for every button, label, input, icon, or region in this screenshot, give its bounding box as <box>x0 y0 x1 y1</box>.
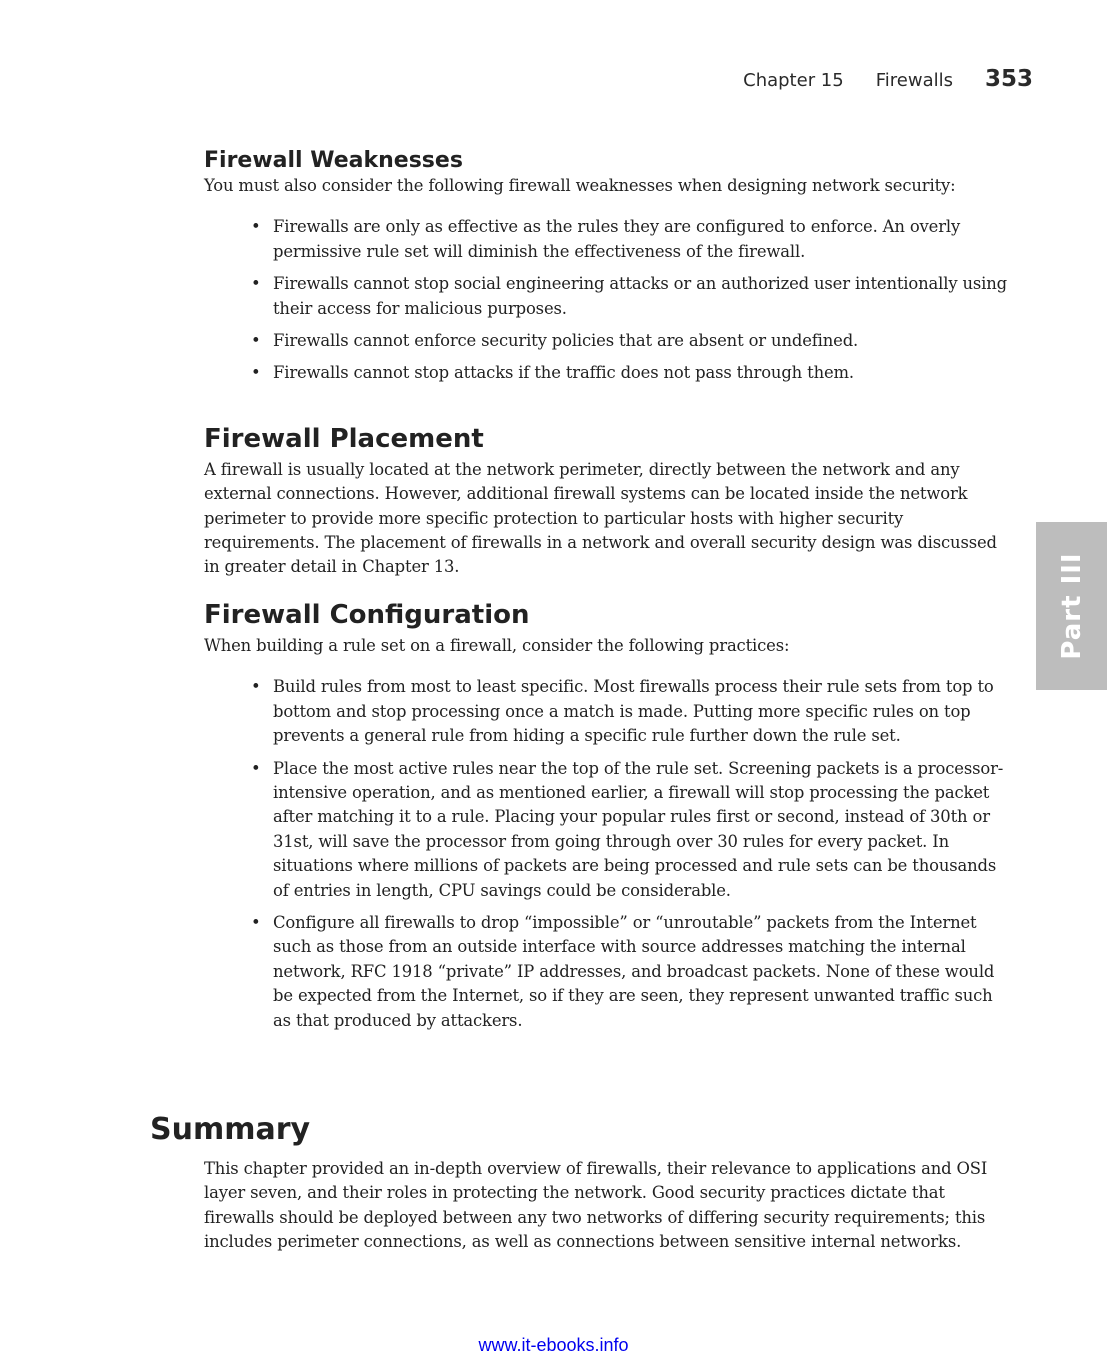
configuration-intro: When building a rule set on a firewall, consider the following practices: <box>204 635 790 655</box>
running-head <box>743 66 1033 92</box>
list-item <box>204 911 1010 1033</box>
page-number: 353 <box>984 66 1033 92</box>
bullet-icon: • <box>251 758 261 778</box>
weaknesses-intro: You must also consider the following firewall weaknesses when designing network security: <box>204 176 956 195</box>
running-head-section: Firewalls <box>875 70 953 91</box>
bullet-icon: • <box>251 363 261 383</box>
list-item <box>204 215 1010 264</box>
bullet-icon: • <box>251 912 261 932</box>
heading-summary: Summary <box>150 1112 311 1147</box>
list-item-text: Configure all firewalls to drop “impossible” or “unroutable” packets from the Internet such as those from an outside interface with source addresses matching the internal network, RFC 1918 “private” IP addresses, and broadcast packets. None of these would be expected from the Internet, so if they are seen, they represent unwanted traffic such as that produced by attackers. <box>273 912 995 1030</box>
configuration-list <box>204 675 1010 1033</box>
list-item <box>204 757 1010 903</box>
bullet-icon: • <box>251 331 261 351</box>
list-item <box>204 272 1010 321</box>
summary-body: This chapter provided an in-depth overview of firewalls, their relevance to applications and OSI layer seven, and their roles in protecting the network. Good security practices dictate that firewalls should be deployed between any two networks of differing security requirements; this includes perimeter connections, as well as connections between sensitive internal networks. <box>204 1159 988 1252</box>
part-tab <box>1036 522 1107 690</box>
bullet-icon: • <box>251 274 261 294</box>
list-item-text: Firewalls are only as effective as the rules they are configured to enforce. An overly permissive rule set will diminish the effectiveness of the firewall. <box>273 217 961 261</box>
list-item-text: Firewalls cannot enforce security policies that are absent or undefined. <box>273 331 859 351</box>
heading-firewall-configuration: Firewall Configuration <box>204 599 530 630</box>
main-content <box>204 146 1010 1041</box>
footer-link[interactable]: www.it-ebooks.info <box>478 1335 629 1355</box>
part-tab-label: Part III <box>1056 552 1087 660</box>
bullet-icon: • <box>251 217 261 237</box>
heading-firewall-weaknesses: Firewall Weaknesses <box>204 148 463 173</box>
placement-body: A firewall is usually located at the network perimeter, directly between the network and any external connections. However, additional firewall systems can be located inside the network perimeter to provide more specific protection to particular hosts with higher security requirements. The placement of firewalls in a network and overall security design was discussed in greater detail in Chapter 13. <box>204 459 997 577</box>
list-item-text: Firewalls cannot stop social engineering attacks or an authorized user intentionally using their access for malicious purposes. <box>273 274 1008 318</box>
weaknesses-list <box>204 215 1010 385</box>
list-item <box>204 675 1010 748</box>
list-item <box>204 361 1010 385</box>
list-item <box>204 329 1010 353</box>
summary-section <box>204 1157 1010 1255</box>
heading-firewall-placement: Firewall Placement <box>204 423 484 454</box>
list-item-text: Build rules from most to least specific. Most firewalls process their rule sets from top to bottom and stop processing once a match is made. Putting more specific rules on top prevents a general rule from hiding a specific rule further down the rule set. <box>273 677 994 746</box>
running-head-chapter: Chapter 15 <box>743 70 844 91</box>
bullet-icon: • <box>251 677 261 697</box>
list-item-text: Firewalls cannot stop attacks if the traffic does not pass through them. <box>273 363 854 383</box>
list-item-text: Place the most active rules near the top of the rule set. Screening packets is a processor-intensive operation, and as mentioned earlier, a firewall will stop processing the packet after matching it to a rule. Placing your popular rules first or second, instead of 30th or 31st, will save the processor from going through over 30 rules for every packet. In situations where millions of packets are being processed and rule sets can be thousands of entries in length, CPU savings could be considerable. <box>273 758 1004 900</box>
